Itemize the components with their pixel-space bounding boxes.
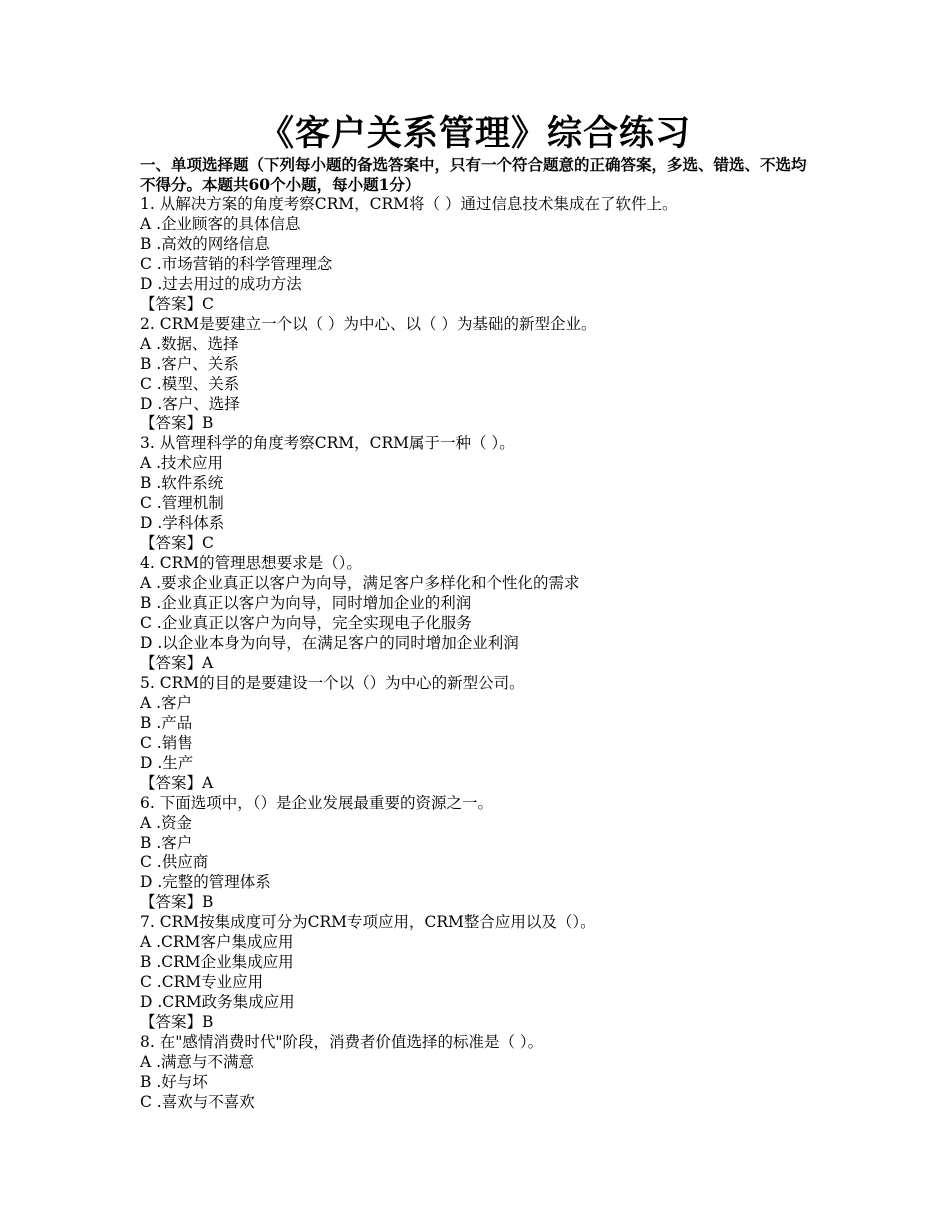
question-stem: 8. 在"感情消费时代"阶段，消费者价值选择的标准是（ ）。: [140, 1033, 544, 1052]
answer-option: B .高效的网络信息: [140, 234, 270, 253]
question-stem: 2. CRM是要建立一个以（ ）为中心、以（ ）为基础的新型企业。: [140, 314, 597, 333]
question-stem: 5. CRM的目的是要建设一个以（）为中心的新型公司。: [140, 673, 525, 692]
answer-option: A .资金: [140, 813, 193, 832]
answer-key: 【答案】B: [140, 1013, 214, 1032]
document-page: [140, 113, 820, 1113]
answer-option: B .客户: [140, 833, 193, 852]
answer-option: C .管理机制: [140, 494, 224, 513]
question-block: [140, 913, 820, 1033]
answer-key: 【答案】A: [140, 773, 214, 792]
answer-option: A .技术应用: [140, 454, 224, 473]
answer-option: D .以企业本身为向导，在满足客户的同时增加企业利润: [140, 633, 519, 652]
answer-option: B .软件系统: [140, 474, 224, 493]
question-block: [140, 434, 820, 554]
answer-option: B .客户、关系: [140, 354, 239, 373]
question-block: [140, 1033, 820, 1113]
answer-option: C .模型、关系: [140, 374, 240, 393]
answer-option: A .客户: [140, 693, 193, 712]
answer-option: D .客户、选择: [140, 394, 240, 413]
answer-option: C .CRM专业应用: [140, 973, 264, 992]
section-heading: 一、单项选择题（下列每小题的备选答案中，只有一个符合题意的正确答案，多选、错选、不选均不得分。本题共60个小题，每小题1分）: [140, 155, 807, 194]
answer-option: A .CRM客户集成应用: [140, 933, 294, 952]
answer-option: D .过去用过的成功方法: [140, 274, 302, 293]
question-block: [140, 794, 820, 914]
answer-option: D .CRM政务集成应用: [140, 993, 295, 1012]
answer-option: A .企业顾客的具体信息: [140, 214, 301, 233]
answer-key: 【答案】B: [140, 414, 214, 433]
answer-option: C .喜欢与不喜欢: [140, 1092, 255, 1111]
question-list: [140, 195, 820, 1113]
question-block: [140, 315, 820, 435]
answer-option: B .企业真正以客户为向导，同时增加企业的利润: [140, 594, 472, 613]
answer-key: 【答案】C: [140, 294, 214, 313]
question-block: [140, 674, 820, 794]
answer-option: A .要求企业真正以客户为向导，满足客户多样化和个性化的需求: [140, 574, 580, 593]
answer-option: D .完整的管理体系: [140, 873, 271, 892]
answer-option: B .好与坏: [140, 1072, 208, 1091]
question-stem: 6. 下面选项中，（）是企业发展最重要的资源之一。: [140, 793, 493, 812]
answer-option: C .市场营销的科学管理理念: [140, 254, 333, 273]
question-stem: 1. 从解决方案的角度考察CRM，CRM将（ ）通过信息技术集成在了软件上。: [140, 195, 678, 213]
question-block: [140, 554, 820, 674]
question-stem: 3. 从管理科学的角度考察CRM，CRM属于一种（ ）。: [140, 434, 515, 453]
answer-option: C .供应商: [140, 853, 209, 872]
question-stem: 4. CRM的管理思想要求是（）。: [140, 554, 362, 573]
answer-option: D .生产: [140, 753, 194, 772]
answer-option: A .数据、选择: [140, 334, 239, 353]
answer-option: D .学科体系: [140, 514, 225, 533]
question-block: [140, 195, 820, 315]
answer-key: 【答案】A: [140, 653, 214, 672]
answer-key: 【答案】B: [140, 893, 214, 912]
document-title: 《客户关系管理》综合练习: [258, 113, 691, 154]
answer-option: B .产品: [140, 713, 193, 732]
answer-key: 【答案】C: [140, 534, 214, 553]
answer-option: B .CRM企业集成应用: [140, 953, 294, 972]
answer-option: A .满意与不满意: [140, 1052, 255, 1071]
answer-option: C .企业真正以客户为向导，完全实现电子化服务: [140, 614, 472, 633]
answer-option: C .销售: [140, 733, 193, 752]
question-stem: 7. CRM按集成度可分为CRM专项应用，CRM整合应用以及（）。: [140, 913, 596, 932]
